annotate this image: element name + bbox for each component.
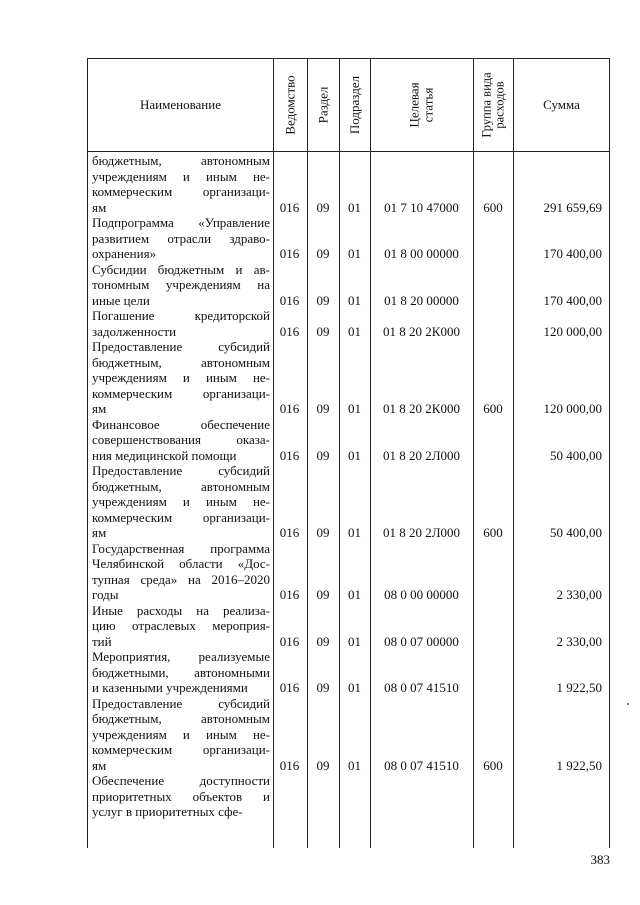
row-name-line: бюджетным, автономным (92, 354, 270, 370)
cell-celevaya-statya: 01 8 00 00000 (384, 246, 459, 261)
cell-celevaya-statya: 01 8 20 2Л000 (382, 525, 461, 540)
row-name-line: приоритетных объектов и (92, 788, 270, 804)
table-row (87, 339, 610, 417)
row-name (92, 773, 270, 820)
row-name-line: иные цели (92, 292, 150, 308)
header-gruppa-line1: Группа вида (479, 71, 494, 138)
cell-celevaya-statya: 08 0 00 00000 (384, 587, 459, 602)
row-name-line: коммерческим организаци- (92, 385, 270, 401)
table-row (87, 262, 610, 309)
header-celevaya-line1: Целевая (406, 81, 422, 128)
cell-summa: 120 000,00 (543, 401, 602, 416)
cell-vedomstvo: 016 (279, 757, 300, 773)
row-name-line: учреждениям и иным не- (92, 370, 270, 385)
row-name-line: развитием отрасли здраво- (92, 230, 270, 246)
row-name-line: тий (92, 633, 112, 649)
header-gruppa-line2: расходов (492, 80, 507, 129)
row-name-line: Подпрограмма «Управление (92, 215, 270, 230)
header-separator (87, 151, 610, 152)
cell-summa: 170 400,00 (543, 292, 602, 308)
row-name-line: охранения» (92, 246, 157, 261)
header-name-label: Наименование (140, 96, 221, 112)
row-name-line: учреждениям и иным не- (92, 494, 270, 509)
cell-summa: 1 922,50 (556, 680, 602, 695)
cell-summa: 2 330,00 (556, 587, 602, 602)
row-name-line: Погашение кредиторской (92, 308, 270, 323)
cell-vedomstvo: 016 (279, 323, 300, 339)
row-name-line: бюджетными, автономными (92, 664, 270, 680)
row-name-line: ям (92, 401, 107, 416)
row-name (92, 696, 270, 774)
cell-podrazdel: 01 (348, 292, 361, 308)
cell-summa: 291 659,69 (543, 199, 602, 215)
cell-podrazdel: 01 (348, 680, 361, 695)
cell-summa: 120 000,00 (543, 323, 602, 339)
row-name-line: бюджетным, автономным (92, 711, 270, 726)
row-name-line: цию отраслевых мероприя- (92, 618, 270, 633)
cell-summa: 2 330,00 (556, 633, 602, 649)
row-name-line: коммерческим организаци- (92, 509, 270, 525)
cell-gruppa: 600 (483, 525, 503, 540)
row-name-line: Предоставление субсидий (92, 463, 270, 478)
row-name-line: Предоставление субсидий (92, 695, 270, 711)
cell-razdel: 09 (316, 587, 330, 602)
header-vedomstvo (274, 58, 307, 151)
header-podrazdel (340, 58, 370, 151)
header-razdel-label: Раздел (315, 86, 331, 123)
cell-podrazdel: 01 (348, 447, 361, 463)
row-name-line: услуг в приоритетных сфе- (92, 804, 243, 819)
cell-vedomstvo: 016 (279, 447, 300, 463)
header-razdel (308, 58, 339, 151)
row-name-line: учреждениям и иным не- (92, 726, 270, 742)
row-name-line: коммерческим организаци- (92, 184, 270, 199)
cell-podrazdel: 01 (348, 525, 361, 540)
row-name (92, 541, 270, 603)
cell-razdel: 09 (316, 292, 330, 308)
row-name (92, 417, 270, 464)
cell-razdel: 09 (316, 680, 330, 695)
cell-razdel: 09 (316, 757, 330, 773)
table-row (87, 541, 610, 603)
row-name-line: бюджетным, автономным (92, 478, 270, 494)
cell-gruppa: 600 (483, 757, 503, 773)
cell-razdel: 09 (316, 323, 330, 339)
row-name-line: ям (92, 525, 107, 540)
row-name-line: Государственная программа (92, 540, 270, 556)
cell-summa: 1 922,50 (556, 757, 602, 773)
cell-vedomstvo: 016 (279, 246, 300, 261)
cell-razdel: 09 (316, 401, 330, 416)
cell-vedomstvo: 016 (279, 680, 300, 695)
row-name (92, 308, 270, 339)
row-name-line: ям (92, 199, 107, 215)
row-name (92, 603, 270, 650)
header-name (88, 58, 273, 151)
cell-vedomstvo: 016 (279, 525, 300, 540)
cell-summa: 50 400,00 (550, 447, 602, 463)
scan-speck (627, 703, 629, 705)
cell-podrazdel: 01 (348, 323, 361, 339)
budget-table (87, 58, 610, 848)
cell-vedomstvo: 016 (279, 401, 300, 416)
table-row (87, 153, 610, 215)
header-vedomstvo-label: Ведомство (282, 74, 298, 135)
row-name (92, 215, 270, 262)
row-name-line: тупная среда» на 2016–2020 (92, 571, 270, 587)
cell-celevaya-statya: 08 0 07 00000 (384, 633, 459, 649)
cell-podrazdel: 01 (348, 199, 361, 215)
cell-celevaya-statya: 01 8 20 00000 (384, 292, 459, 308)
cell-razdel: 09 (316, 199, 330, 215)
header-summa (514, 58, 609, 151)
row-name-line: бюджетным, автономным (92, 153, 270, 168)
cell-celevaya-statya: 01 8 20 2К000 (383, 401, 460, 416)
header-summa-label: Сумма (543, 96, 580, 112)
cell-celevaya-statya: 08 0 07 41510 (384, 757, 459, 773)
row-name (92, 153, 270, 215)
table-row (87, 215, 610, 262)
cell-summa: 170 400,00 (543, 246, 602, 261)
header-celevaya (371, 58, 473, 151)
row-name-line: ния медицинской помощи (92, 447, 237, 463)
cell-podrazdel: 01 (348, 587, 361, 602)
cell-celevaya-statya: 01 8 20 2К000 (383, 323, 460, 339)
row-name-line: ям (92, 757, 107, 773)
row-name (92, 649, 270, 696)
row-name-line: тономным учреждениям на (92, 277, 270, 292)
row-name-line: совершенствования оказа- (92, 432, 270, 447)
cell-vedomstvo: 016 (279, 587, 300, 602)
row-name-line: коммерческим организаци- (92, 742, 270, 757)
header-gruppa (474, 58, 513, 151)
row-name-line: Финансовое обеспечение (92, 416, 270, 432)
cell-razdel: 09 (316, 246, 330, 261)
cell-vedomstvo: 016 (279, 633, 300, 649)
row-name (92, 262, 270, 309)
cell-podrazdel: 01 (348, 633, 361, 649)
table-row (87, 696, 610, 774)
row-name-line: учреждениям и иным не- (92, 168, 270, 184)
cell-summa: 50 400,00 (550, 525, 602, 540)
row-name-line: Обеспечение доступности (92, 773, 270, 788)
cell-podrazdel: 01 (348, 246, 361, 261)
row-name (92, 339, 270, 417)
table-row (87, 773, 610, 820)
row-name-line: Челябинской области «Дос- (92, 556, 270, 571)
cell-gruppa: 600 (483, 199, 503, 215)
cell-podrazdel: 01 (348, 401, 361, 416)
row-name-line: задолженности (92, 323, 177, 339)
cell-razdel: 09 (316, 447, 330, 463)
row-name (92, 463, 270, 541)
page-number: 383 (590, 852, 610, 867)
header-gruppa-label (481, 72, 507, 137)
cell-razdel: 09 (316, 525, 330, 540)
cell-celevaya-statya: 01 7 10 47000 (384, 199, 459, 215)
cell-razdel: 09 (316, 633, 330, 649)
cell-podrazdel: 01 (348, 757, 361, 773)
header-celevaya-line2: статья (420, 87, 436, 122)
row-name-line: Иные расходы на реализа- (92, 602, 270, 618)
header-celevaya-label (408, 82, 436, 127)
table-row (87, 603, 610, 650)
row-name-line: и казенными учреждениями (92, 680, 248, 695)
table-row (87, 649, 610, 696)
row-name-line: Мероприятия, реализуемые (92, 649, 270, 664)
header-podrazdel-label: Подраздел (347, 75, 363, 134)
row-name-line: Предоставление субсидий (92, 339, 270, 354)
table-row (87, 308, 610, 339)
row-name-line: Субсидии бюджетным и ав- (92, 261, 270, 277)
table-row (87, 463, 610, 541)
cell-celevaya-statya: 08 0 07 41510 (384, 680, 459, 695)
row-name-line: годы (92, 587, 119, 602)
cell-celevaya-statya: 01 8 20 2Л000 (382, 447, 461, 463)
cell-vedomstvo: 016 (279, 292, 300, 308)
cell-gruppa: 600 (483, 401, 503, 416)
cell-vedomstvo: 016 (279, 199, 300, 215)
table-row (87, 417, 610, 464)
